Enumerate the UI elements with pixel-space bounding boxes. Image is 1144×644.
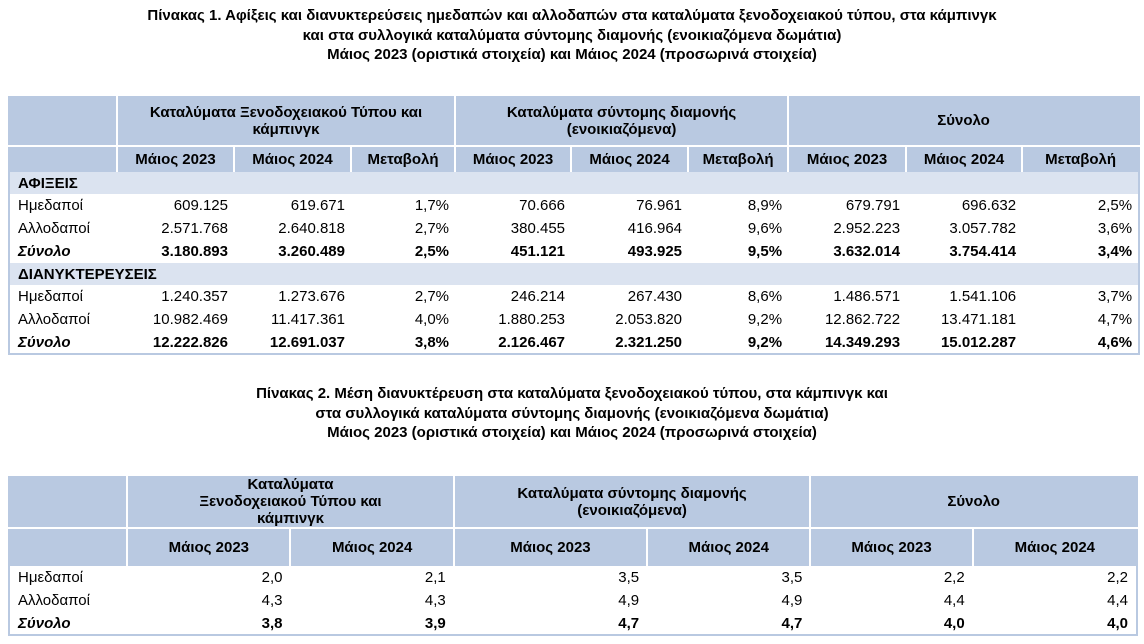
table1 xyxy=(8,96,1140,355)
table-cell: 4,3 xyxy=(424,592,446,609)
table-cell: 11.417.361 xyxy=(271,311,345,328)
table2-subheader-row xyxy=(9,528,1137,566)
table-cell: 679.791 xyxy=(845,197,901,214)
subheader-change: Μεταβολή xyxy=(688,146,788,172)
table2-title-line: Μάιος 2023 (οριστικά στοιχεία) και Μάιος 2024 (προσωρινά στοιχεία) xyxy=(327,424,817,441)
table-cell: 76.961 xyxy=(636,197,683,214)
table1-corner-cell xyxy=(9,146,117,172)
subheader-may-2023: Μάιος 2023 xyxy=(455,146,571,172)
table-cell: 1.541.106 xyxy=(949,288,1017,305)
table-cell: 2,7% xyxy=(414,220,450,237)
table-row xyxy=(9,217,1139,240)
subheader-change: Μεταβολή xyxy=(1022,146,1139,172)
table-cell: 2.952.223 xyxy=(833,220,901,237)
table-cell: 451.121 xyxy=(510,243,566,260)
table-cell: 3,5 xyxy=(781,569,803,586)
table-cell: 14.349.293 xyxy=(824,333,901,351)
table-cell: 1,7% xyxy=(414,197,450,214)
section-title: ΔΙΑΝΥΚΤΕΡΕΥΣΕΙΣ xyxy=(9,263,1139,285)
table-cell: 3.260.489 xyxy=(278,243,345,260)
table-cell: 9,6% xyxy=(747,220,783,237)
table-cell: 3.180.893 xyxy=(161,243,228,260)
table-cell: 416.964 xyxy=(627,220,683,237)
table2-group-short-stay: Καταλύματα σύντομης διαμονής (ενοικιαζόμενα) xyxy=(454,476,811,528)
table-row xyxy=(9,566,1137,589)
table2-title xyxy=(0,384,1144,443)
table-cell: 2,2 xyxy=(943,569,965,586)
table1-group-hotels: Καταλύματα Ξενοδοχειακού Τύπου και κάμπινγκ xyxy=(117,96,455,146)
table-cell: 4,3 xyxy=(261,592,283,609)
table1-title-line: Πίνακας 1. Αφίξεις και διανυκτερεύσεις ημεδαπών και αλλοδαπών στα καταλύματα ξενοδοχειακού τύπου, στα κάμπινγκ xyxy=(147,7,997,24)
table-cell: 3,6% xyxy=(1097,220,1133,237)
table-row xyxy=(9,589,1137,612)
row-label: Σύνολο xyxy=(18,333,71,351)
table-cell: 619.671 xyxy=(290,197,345,214)
table-cell: 10.982.469 xyxy=(152,311,228,328)
table-cell: 2,2 xyxy=(1107,569,1128,586)
table-cell: 267.430 xyxy=(627,288,683,305)
table-cell: 2.640.818 xyxy=(278,220,345,237)
table-cell: 3,9 xyxy=(424,614,446,632)
table-cell: 380.455 xyxy=(510,220,566,237)
table1-corner-cell xyxy=(9,96,117,146)
table-cell: 3.754.414 xyxy=(949,243,1017,260)
table-cell: 696.632 xyxy=(961,197,1017,214)
subheader-may-2024: Μάιος 2024 xyxy=(973,528,1137,566)
table-cell: 1.240.357 xyxy=(161,288,228,305)
table1-title xyxy=(0,6,1144,65)
table2-group-total: Σύνολο xyxy=(810,476,1137,528)
table-cell: 4,6% xyxy=(1097,333,1133,351)
table-cell: 3,8 xyxy=(261,614,283,632)
table-cell: 2,5% xyxy=(1097,197,1133,214)
table1-group-header-row xyxy=(9,96,1139,146)
table2-title-line: Πίνακας 2. Μέση διανυκτέρευση στα καταλύματα ξενοδοχειακού τύπου, στα κάμπινγκ και xyxy=(256,385,888,402)
table1-group-short-stay: Καταλύματα σύντομης διαμονής (ενοικιαζόμενα) xyxy=(455,96,788,146)
table2-corner-cell xyxy=(9,476,127,528)
table-cell: 2.126.467 xyxy=(498,333,566,351)
table-cell: 4,9 xyxy=(618,592,640,609)
row-label: Ημεδαποί xyxy=(18,569,83,586)
table-cell: 1.273.676 xyxy=(278,288,345,305)
table-cell: 12.691.037 xyxy=(269,333,345,351)
subheader-may-2023: Μάιος 2023 xyxy=(788,146,906,172)
table-row xyxy=(9,331,1139,354)
table-cell: 4,0% xyxy=(414,311,450,328)
table2-group-header-row xyxy=(9,476,1137,528)
table-cell: 9,2% xyxy=(747,333,783,351)
subheader-may-2024: Μάιος 2024 xyxy=(571,146,688,172)
section-header-row xyxy=(9,263,1139,285)
table1-title-line: και στα συλλογικά καταλύματα σύντομης διαμονής (ενοικιαζόμενα δωμάτια) xyxy=(302,26,842,44)
table-row xyxy=(9,285,1139,308)
table-cell: 3,8% xyxy=(414,333,450,351)
subheader-may-2023: Μάιος 2023 xyxy=(810,528,972,566)
table-cell: 8,9% xyxy=(747,197,783,214)
table-cell: 4,7 xyxy=(618,614,640,632)
table1-body xyxy=(9,172,1139,354)
table-cell: 2,0 xyxy=(261,569,283,586)
subheader-may-2024: Μάιος 2024 xyxy=(234,146,351,172)
table-cell: 2.571.768 xyxy=(161,220,228,237)
section-title: ΑΦΙΞΕΙΣ xyxy=(9,172,1139,194)
table-cell: 2.053.820 xyxy=(615,311,683,328)
table-cell: 4,4 xyxy=(943,592,965,609)
table-cell: 15.012.287 xyxy=(940,333,1017,351)
table-cell: 2.321.250 xyxy=(615,333,683,351)
table-cell: 9,5% xyxy=(747,243,783,260)
table-cell: 4,4 xyxy=(1107,592,1128,609)
row-label: Αλλοδαποί xyxy=(18,311,90,328)
table-cell: 4,0 xyxy=(943,614,965,632)
subheader-may-2023: Μάιος 2023 xyxy=(117,146,234,172)
table-cell: 4,0 xyxy=(1107,614,1128,632)
table2 xyxy=(8,476,1138,636)
table2-corner-cell xyxy=(9,528,127,566)
table-cell: 493.925 xyxy=(627,243,683,260)
table-cell: 2,7% xyxy=(414,288,450,305)
table1-subheader-row xyxy=(9,146,1139,172)
table-cell: 3,4% xyxy=(1097,243,1133,260)
table1-group-total: Σύνολο xyxy=(788,96,1139,146)
table2-body xyxy=(9,566,1137,635)
table-cell: 1.486.571 xyxy=(833,288,901,305)
table-cell: 3.057.782 xyxy=(949,220,1017,237)
table-cell: 4,7% xyxy=(1097,311,1133,328)
table-cell: 3,5 xyxy=(618,569,640,586)
table-cell: 4,9 xyxy=(781,592,803,609)
row-label: Αλλοδαποί xyxy=(18,220,90,237)
table-cell: 12.222.826 xyxy=(152,333,228,351)
table-row xyxy=(9,612,1137,635)
subheader-may-2023: Μάιος 2023 xyxy=(454,528,647,566)
table2-group-hotels: Καταλύματα Ξενοδοχειακού Τύπου και κάμπινγκ xyxy=(127,476,454,528)
subheader-may-2024: Μάιος 2024 xyxy=(906,146,1022,172)
table-cell: 2,5% xyxy=(414,243,450,260)
table-cell: 1.880.253 xyxy=(498,311,566,328)
row-label: Σύνολο xyxy=(18,243,71,260)
table-cell: 3,7% xyxy=(1097,288,1133,305)
row-label: Αλλοδαποί xyxy=(18,592,90,609)
table-row xyxy=(9,240,1139,263)
subheader-may-2023: Μάιος 2023 xyxy=(127,528,290,566)
row-label: Ημεδαποί xyxy=(18,288,83,305)
table-cell: 13.471.181 xyxy=(940,311,1017,328)
table1-title-line: Μάιος 2023 (οριστικά στοιχεία) και Μάιος 2024 (προσωρινά στοιχεία) xyxy=(327,46,817,63)
subheader-may-2024: Μάιος 2024 xyxy=(647,528,810,566)
table-row xyxy=(9,194,1139,217)
table-row xyxy=(9,308,1139,331)
table-cell: 8,6% xyxy=(747,288,783,305)
subheader-may-2024: Μάιος 2024 xyxy=(290,528,453,566)
table-cell: 246.214 xyxy=(510,288,566,305)
table-cell: 12.862.722 xyxy=(824,311,901,328)
table-cell: 609.125 xyxy=(173,197,228,214)
row-label: Σύνολο xyxy=(18,614,71,632)
table2-title-line: στα συλλογικά καταλύματα σύντομης διαμονής (ενοικιαζόμενα δωμάτια) xyxy=(315,404,829,422)
table-cell: 3.632.014 xyxy=(833,243,901,260)
table-cell: 4,7 xyxy=(781,614,803,632)
row-label: Ημεδαποί xyxy=(18,197,83,214)
table-cell: 9,2% xyxy=(747,311,783,328)
table-cell: 2,1 xyxy=(424,569,446,586)
table-cell: 70.666 xyxy=(519,197,566,214)
section-header-row xyxy=(9,172,1139,194)
subheader-change: Μεταβολή xyxy=(351,146,455,172)
